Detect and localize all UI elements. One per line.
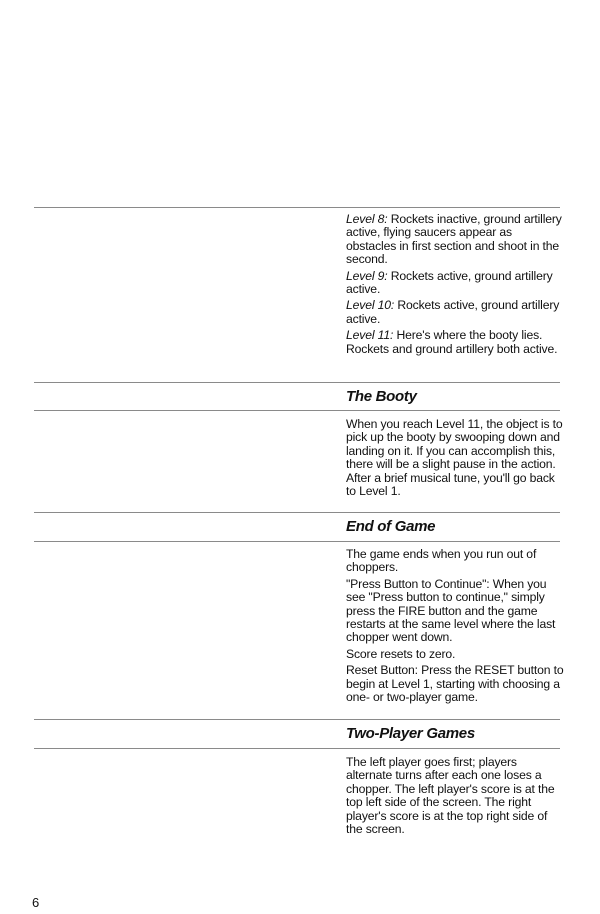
booty-body [346,418,564,501]
end-paragraph-2: "Press Button to Continue": When you see "Press button to continue," simply press the FIRE button and the game restarts at the same level where the last chopper went down. [346,576,556,645]
level-10-entry [346,299,564,326]
level-10-label: Level 10: [346,298,395,313]
level-8-entry [346,213,564,267]
levels-list [346,213,564,359]
divider-two-player-top [34,719,560,720]
two-player-paragraph: The left player goes first; players alternate turns after each one loses a chopper. The left player's score is at the top left side of the screen. The right player's score is at the top right side of the screen. [346,755,555,837]
level-11-label: Level 11: [346,328,394,343]
section-title-two-player: Two-Player Games [346,725,475,742]
divider-end-top [34,512,560,513]
divider-booty-top [34,382,560,383]
divider-end-bottom [34,541,560,542]
end-paragraph-4: Reset Button: Press the RESET button to begin at Level 1, starting with choosing a one- or two-player game. [346,663,564,705]
level-8-text: Rockets inactive, ground artillery active, flying saucers appear as obstacles in first section and shoot in the second. [346,212,562,267]
page-number: 6 [32,895,40,910]
divider-top [34,207,560,208]
level-10-text: Rockets active, ground artillery active. [346,298,560,326]
two-player-body [346,756,564,839]
end-of-game-body [346,548,564,707]
level-11-text: Here's where the booty lies. Rockets and ground artillery both active. [346,328,558,356]
section-title-end-of-game: End of Game [346,518,436,535]
booty-paragraph: When you reach Level 11, the object is to pick up the booty by swooping down and landing on it. If you can accomplish this, there will be a slight pause in the action. After a brief musical tune, you'll go back to Level 1. [346,417,563,499]
level-9-entry [346,270,564,297]
divider-two-player-bottom [34,748,560,749]
divider-booty-bottom [34,410,560,411]
level-9-label: Level 9: [346,268,388,283]
end-paragraph-1: The game ends when you run out of choppers. [346,547,537,575]
level-8-label: Level 8: [346,212,388,226]
section-title-booty: The Booty [346,388,417,405]
level-11-entry [346,329,564,356]
end-paragraph-3: Score resets to zero. [346,646,456,661]
level-9-text: Rockets active, ground artillery active. [346,268,553,297]
